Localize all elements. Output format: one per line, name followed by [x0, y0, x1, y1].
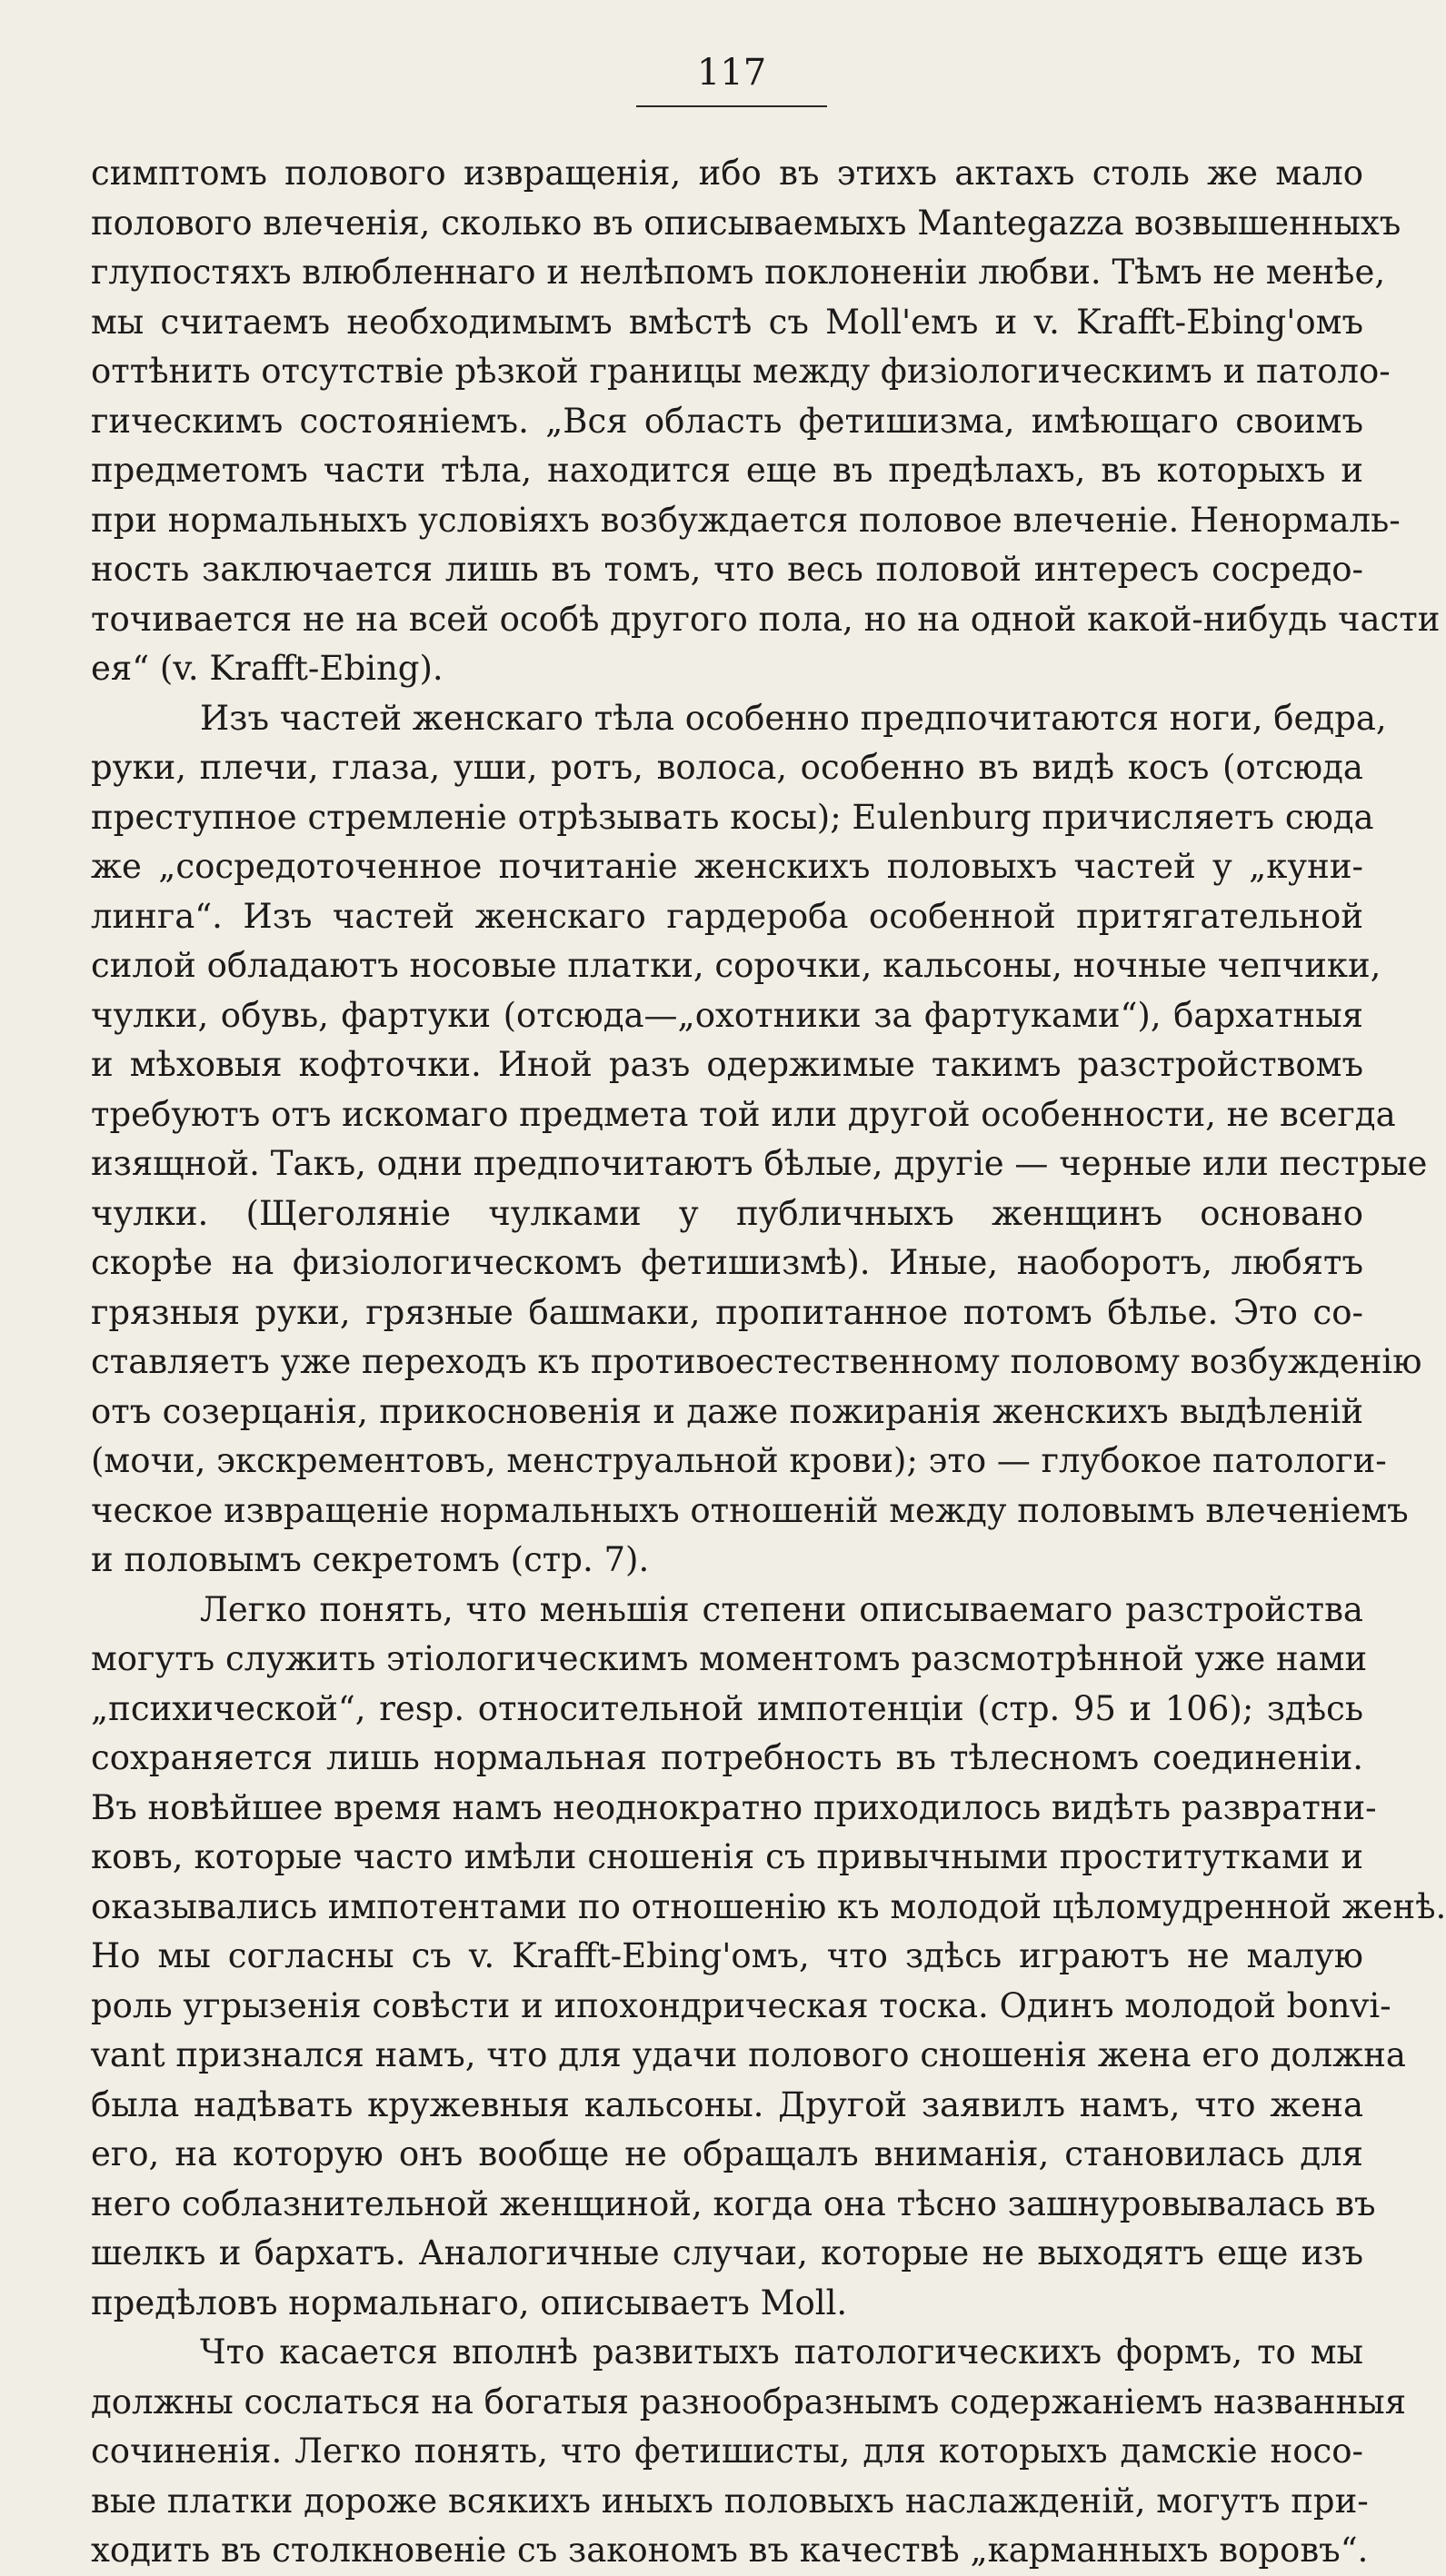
header-rule — [636, 105, 827, 107]
text-line: могутъ служить этіологическимъ моментомъ разсмотрѣнной уже нами — [91, 1639, 1368, 1678]
text-line: скорѣе на физіологическомъ фетишизмѣ). Иные, наоборотъ, любятъ — [91, 1243, 1363, 1282]
text-line: Легко понять, что меньшія степени описываемаго разстройства — [200, 1589, 1363, 1629]
text-line: „психической“, resp. относительной импотенціи (стр. 95 и 106); здѣсь — [91, 1688, 1363, 1728]
text-line: ходить въ столкновеніе съ закономъ въ качествѣ „карманныхъ воровъ“. — [91, 2531, 1369, 2570]
text-line: мы считаемъ необходимымъ вмѣстѣ съ Moll'емъ и v. Krafft-Ebing'омъ — [91, 302, 1363, 342]
text-line: Въ новѣйшее время намъ неоднократно приходилось видѣть развратни- — [91, 1787, 1377, 1827]
text-line: предѣловъ нормальнаго, описываетъ Moll. — [91, 2283, 848, 2322]
text-line: роль угрызенія совѣсти и ипохондрическая тоска. Одинъ молодой bonvi- — [91, 1985, 1391, 2025]
text-line: линга“. Изъ частей женскаго гардероба особенной притягательной — [91, 896, 1363, 936]
text-line: силой обладаютъ носовые платки, сорочки, кальсоны, ночные чепчики, — [91, 946, 1381, 985]
text-line: оказывались импотентами по отношенію къ молодой цѣломудренной женѣ. — [91, 1886, 1446, 1926]
text-line: сохраняется лишь нормальная потребность въ тѣлесномъ соединеніи. — [91, 1738, 1363, 1777]
text-line: глупостяхъ влюбленнаго и нелѣпомъ поклоненіи любви. Тѣмъ не менѣе, — [91, 253, 1386, 292]
text-line: руки, плечи, глаза, уши, ротъ, волоса, особенно въ видѣ косъ (отсюда — [91, 748, 1363, 787]
text-line: Что касается вполнѣ развитыхъ патологическихъ формъ, то мы — [200, 2332, 1363, 2372]
text-line: требуютъ отъ искомаго предмета той или другой особенности, не всегда — [91, 1094, 1396, 1134]
text-line: сочиненія. Легко понять, что фетишисты, для которыхъ дамскіе носо- — [91, 2432, 1363, 2471]
text-line: вые платки дороже всякихъ иныхъ половыхъ наслажденій, могутъ при- — [91, 2481, 1369, 2521]
text-line: чулки. (Щеголяніе чулками у публичныхъ женщинъ основано — [91, 1193, 1363, 1233]
text-line: ея“ (v. Krafft-Ebing). — [91, 649, 444, 688]
text-line: Изъ частей женскаго тѣла особенно предпочитаются ноги, бедра, — [200, 698, 1387, 738]
text-line: и половымъ секретомъ (стр. 7). — [91, 1540, 650, 1579]
text-line: ческое извращеніе нормальныхъ отношеній между половымъ влеченіемъ — [91, 1490, 1409, 1530]
text-line: шелкъ и бархатъ. Аналогичные случаи, которые не выходятъ еще изъ — [91, 2233, 1363, 2273]
text-line: отъ созерцанія, прикосновенія и даже пожиранія женскихъ выдѣленій — [91, 1391, 1363, 1431]
page-number: 117 — [696, 52, 767, 94]
text-line: предметомъ части тѣла, находится еще въ предѣлахъ, въ которыхъ и — [91, 451, 1363, 490]
text-line: Но мы согласны съ v. Krafft-Ebing'омъ, что здѣсь играютъ не малую — [91, 1936, 1363, 1975]
text-line: ковъ, которые часто имѣли сношенія съ привычными проститутками и — [91, 1837, 1363, 1876]
text-line: (мочи, экскрементовъ, менструальной крови); это — глубокое патологи- — [91, 1441, 1387, 1480]
body-text — [91, 149, 1446, 2576]
text-line: при нормальныхъ условіяхъ возбуждается половое влеченіе. Ненормаль- — [91, 500, 1401, 540]
text-line: изящной. Такъ, одни предпочитаютъ бѣлые, другіе — черные или пестрые — [91, 1144, 1428, 1183]
text-line: преступное стремленіе отрѣзывать косы); Eulenburg причисляетъ сюда — [91, 797, 1374, 837]
text-line: полового влеченія, сколько въ описываемыхъ Mantegazza возвышенныхъ — [91, 203, 1401, 243]
text-line: точивается не на всей особѣ другого пола, но на одной какой-нибудь части — [91, 599, 1441, 639]
text-line: же „сосредоточенное почитаніе женскихъ половыхъ частей у „куни- — [91, 847, 1363, 886]
text-line: его, на которую онъ вообще не обращалъ вниманія, становилась для — [91, 2134, 1363, 2173]
text-line: ставляетъ уже переходъ къ противоестественному половому возбужденію — [91, 1342, 1422, 1381]
text-line: и мѣховыя кофточки. Иной разъ одержимые такимъ разстройствомъ — [91, 1045, 1363, 1084]
text-line: vant признался намъ, что для удачи полового сношенія жена его должна — [91, 2035, 1406, 2074]
text-line: гическимъ состояніемъ. „Вся область фетишизма, имѣющаго своимъ — [91, 401, 1363, 441]
text-line: оттѣнить отсутствіе рѣзкой границы между физіологическимъ и патоло- — [91, 352, 1391, 391]
text-line: грязныя руки, грязные башмаки, пропитанное потомъ бѣлье. Это со- — [91, 1292, 1363, 1332]
text-line: него соблазнительной женщиной, когда она тѣсно зашнуровывалась въ — [91, 2183, 1376, 2223]
text-line: ность заключается лишь въ томъ, что весь половой интересъ сосредо- — [91, 550, 1363, 589]
text-line: должны сослаться на богатыя разнообразнымъ содержаніемъ названныя — [91, 2382, 1407, 2422]
text-line: чулки, обувь, фартуки (отсюда—„охотники за фартуками“), бархатныя — [91, 995, 1363, 1035]
text-line: была надѣвать кружевныя кальсоны. Другой заявилъ намъ, что жена — [91, 2084, 1363, 2124]
text-line: симптомъ полового извращенія, ибо въ этихъ актахъ столь же мало — [91, 154, 1363, 193]
